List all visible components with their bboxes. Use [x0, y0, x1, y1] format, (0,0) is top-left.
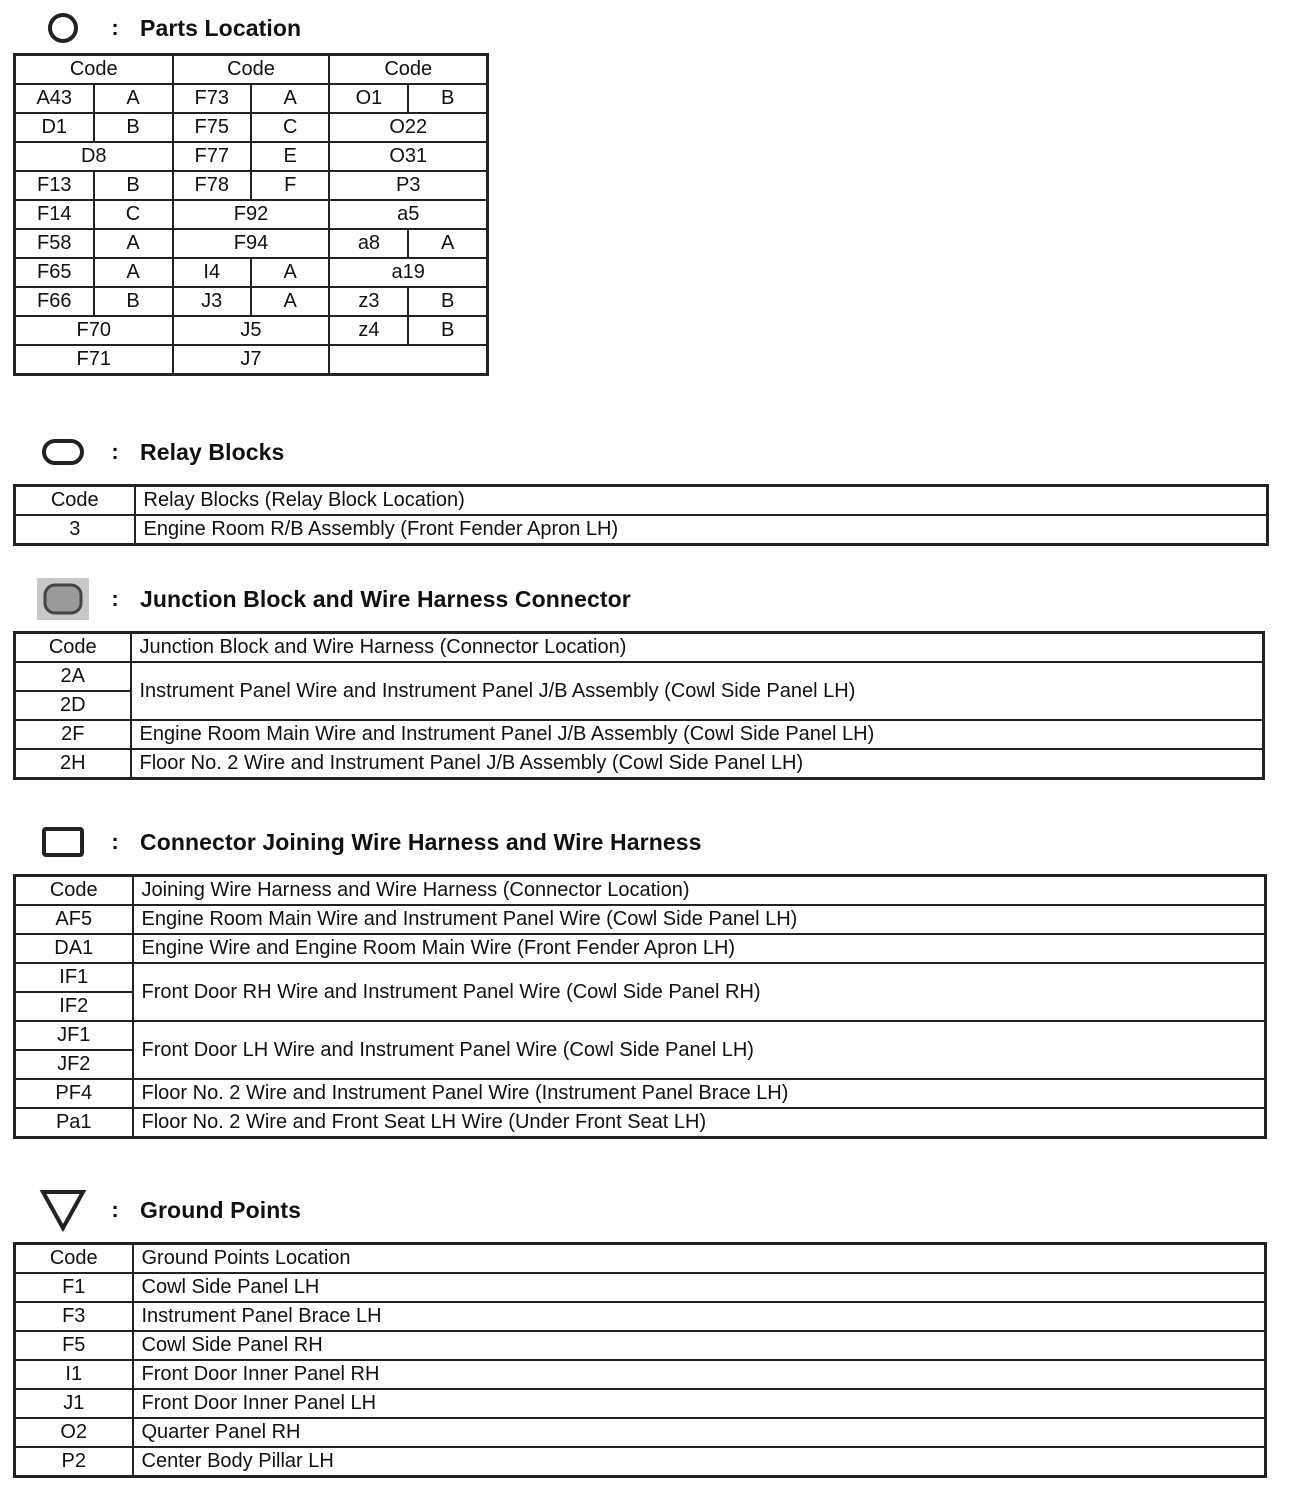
table-row: [15, 1273, 1266, 1302]
location-header: Ground Points Location: [133, 1244, 1266, 1274]
code-cell: JF2: [15, 1050, 133, 1079]
part-position: C: [251, 113, 329, 142]
table-header-row: [15, 633, 1264, 663]
colon: :: [111, 15, 119, 40]
part-code: J7: [173, 345, 330, 375]
table-row: [15, 84, 488, 113]
column-header: Code: [173, 55, 330, 85]
part-position: A: [94, 84, 173, 113]
part-code: z4: [329, 316, 408, 345]
table-row: [15, 1331, 1266, 1360]
relay-blocks-table: [13, 484, 1269, 546]
part-code: J3: [173, 287, 251, 316]
part-code: F75: [173, 113, 251, 142]
section-title: Connector Joining Wire Harness and Wire Harness: [140, 828, 702, 855]
table-row: [15, 1389, 1266, 1418]
table-row: [15, 1447, 1266, 1477]
code-cell: F3: [15, 1302, 133, 1331]
circle-icon: [36, 8, 90, 48]
code-cell: AF5: [15, 905, 133, 934]
rounded-rectangle-icon: [36, 432, 90, 472]
location-cell: Front Door Inner Panel RH: [133, 1360, 1266, 1389]
column-header: Code: [15, 55, 173, 85]
table-row: [15, 1418, 1266, 1447]
part-code: O1: [329, 84, 408, 113]
location-cell: Front Door LH Wire and Instrument Panel Wire (Cowl Side Panel LH): [133, 1021, 1266, 1079]
part-code: F77: [173, 142, 251, 171]
part-code: I4: [173, 258, 251, 287]
code-cell: P2: [15, 1447, 133, 1477]
part-code: F13: [15, 171, 94, 200]
code-cell: O2: [15, 1418, 133, 1447]
part-position: A: [94, 258, 173, 287]
location-cell: Cowl Side Panel RH: [133, 1331, 1266, 1360]
code-cell: JF1: [15, 1021, 133, 1050]
table-row: [15, 1302, 1266, 1331]
part-position: A: [251, 84, 329, 113]
code-header: Code: [15, 876, 133, 906]
empty-cell: [329, 345, 487, 375]
location-cell: Engine Room Main Wire and Instrument Panel Wire (Cowl Side Panel LH): [133, 905, 1266, 934]
table-row: [15, 1079, 1266, 1108]
code-cell: DA1: [15, 934, 133, 963]
location-header: Relay Blocks (Relay Block Location): [135, 486, 1268, 516]
table-row: [15, 1360, 1266, 1389]
part-code: F71: [15, 345, 173, 375]
code-header: Code: [15, 1244, 133, 1274]
location-cell: Floor No. 2 Wire and Instrument Panel Wire (Instrument Panel Brace LH): [133, 1079, 1266, 1108]
table-row: [15, 1108, 1266, 1138]
colon: :: [111, 586, 119, 611]
table-row: [15, 720, 1264, 749]
table-row: [15, 316, 488, 345]
column-header: Code: [329, 55, 487, 85]
table-row: [15, 662, 1264, 691]
part-position: B: [408, 84, 487, 113]
connector-joining-heading: [36, 822, 702, 862]
section-title: Ground Points: [140, 1196, 302, 1223]
code-cell: 2H: [15, 749, 131, 779]
part-code: a5: [329, 200, 487, 229]
part-position: B: [94, 113, 173, 142]
part-position: B: [94, 171, 173, 200]
part-code: D1: [15, 113, 94, 142]
part-code: F58: [15, 229, 94, 258]
location-cell: Instrument Panel Wire and Instrument Panel J/B Assembly (Cowl Side Panel LH): [131, 662, 1264, 720]
code-cell: I1: [15, 1360, 133, 1389]
location-cell: Engine Room R/B Assembly (Front Fender Apron LH): [135, 515, 1268, 545]
table-row: [15, 171, 488, 200]
code-cell: 2F: [15, 720, 131, 749]
table-row: [15, 200, 488, 229]
location-cell: Floor No. 2 Wire and Instrument Panel J/B Assembly (Cowl Side Panel LH): [131, 749, 1264, 779]
table-header-row: [15, 486, 1268, 516]
part-code: P3: [329, 171, 487, 200]
table-row: [15, 905, 1266, 934]
part-code: J5: [173, 316, 330, 345]
code-cell: J1: [15, 1389, 133, 1418]
part-code: F14: [15, 200, 94, 229]
location-header: Joining Wire Harness and Wire Harness (Connector Location): [133, 876, 1266, 906]
table-row: [15, 515, 1268, 545]
ground-points-heading: [36, 1190, 301, 1230]
part-position: A: [408, 229, 487, 258]
table-row: [15, 1021, 1266, 1050]
table-row: [15, 113, 488, 142]
part-position: B: [408, 287, 487, 316]
connector-joining-table: [13, 874, 1267, 1139]
code-header: Code: [15, 486, 135, 516]
part-code: O31: [329, 142, 487, 171]
code-cell: IF1: [15, 963, 133, 992]
table-row: [15, 934, 1266, 963]
part-position: B: [408, 316, 487, 345]
junction-block-table: [13, 631, 1265, 780]
table-row: [15, 749, 1264, 779]
location-cell: Center Body Pillar LH: [133, 1447, 1266, 1477]
table-row: [15, 142, 488, 171]
code-cell: PF4: [15, 1079, 133, 1108]
table-row: [15, 963, 1266, 992]
part-code: F65: [15, 258, 94, 287]
code-cell: IF2: [15, 992, 133, 1021]
code-cell: 2A: [15, 662, 131, 691]
shaded-rounded-square-icon: [36, 579, 90, 619]
rectangle-icon: [36, 822, 90, 862]
location-cell: Engine Room Main Wire and Instrument Panel J/B Assembly (Cowl Side Panel LH): [131, 720, 1264, 749]
code-cell: F5: [15, 1331, 133, 1360]
part-code: F70: [15, 316, 173, 345]
table-header-row: [15, 876, 1266, 906]
location-cell: Engine Wire and Engine Room Main Wire (Front Fender Apron LH): [133, 934, 1266, 963]
part-position: A: [251, 258, 329, 287]
part-code: D8: [15, 142, 173, 171]
code-cell: F1: [15, 1273, 133, 1302]
parts-location-table: [13, 53, 489, 376]
code-cell: Pa1: [15, 1108, 133, 1138]
table-header-row: [15, 1244, 1266, 1274]
part-code: F66: [15, 287, 94, 316]
part-code: a19: [329, 258, 487, 287]
location-cell: Front Door RH Wire and Instrument Panel Wire (Cowl Side Panel RH): [133, 963, 1266, 1021]
section-title: Parts Location: [140, 14, 302, 41]
part-position: A: [251, 287, 329, 316]
part-code: F92: [173, 200, 330, 229]
table-row: [15, 287, 488, 316]
part-code: F78: [173, 171, 251, 200]
section-title: Relay Blocks: [140, 438, 285, 465]
code-header: Code: [15, 633, 131, 663]
location-cell: Cowl Side Panel LH: [133, 1273, 1266, 1302]
location-cell: Quarter Panel RH: [133, 1418, 1266, 1447]
part-code: z3: [329, 287, 408, 316]
part-position: F: [251, 171, 329, 200]
part-position: A: [94, 229, 173, 258]
table-row: [15, 258, 488, 287]
ground-points-table: [13, 1242, 1267, 1478]
colon: :: [111, 829, 119, 854]
table-header-row: [15, 55, 488, 85]
location-cell: Floor No. 2 Wire and Front Seat LH Wire (Under Front Seat LH): [133, 1108, 1266, 1138]
part-position: C: [94, 200, 173, 229]
part-code: O22: [329, 113, 487, 142]
part-code: F94: [173, 229, 330, 258]
code-cell: 2D: [15, 691, 131, 720]
part-code: F73: [173, 84, 251, 113]
triangle-down-icon: [36, 1190, 90, 1230]
section-title: Junction Block and Wire Harness Connector: [140, 585, 631, 612]
junction-block-heading: [36, 579, 631, 619]
parts-location-heading: [36, 8, 301, 48]
part-position: B: [94, 287, 173, 316]
location-cell: Instrument Panel Brace LH: [133, 1302, 1266, 1331]
part-position: E: [251, 142, 329, 171]
part-code: a8: [329, 229, 408, 258]
table-row: [15, 229, 488, 258]
colon: :: [111, 439, 119, 464]
code-cell: 3: [15, 515, 135, 545]
table-row: [15, 345, 488, 375]
colon: :: [111, 1197, 119, 1222]
part-code: A43: [15, 84, 94, 113]
location-header: Junction Block and Wire Harness (Connector Location): [131, 633, 1264, 663]
relay-blocks-heading: [36, 432, 284, 472]
location-cell: Front Door Inner Panel LH: [133, 1389, 1266, 1418]
